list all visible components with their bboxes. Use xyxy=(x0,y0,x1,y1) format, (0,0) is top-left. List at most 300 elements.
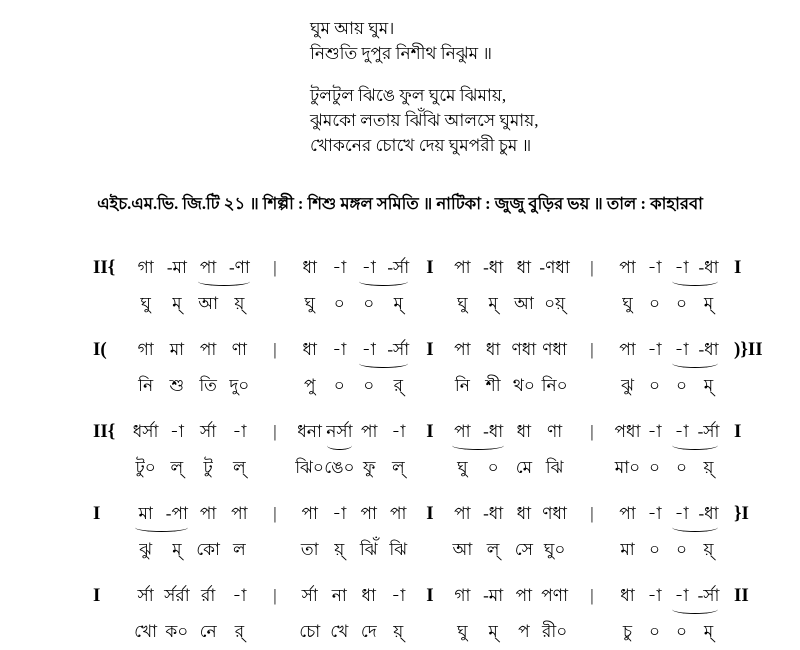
note-cell xyxy=(447,338,478,398)
measure xyxy=(447,256,570,316)
lyric-line: ঘুম আয় ঘুম। xyxy=(310,19,395,38)
note-cell xyxy=(325,338,355,398)
swara-note: -ধা xyxy=(483,422,504,441)
notation-line xyxy=(93,420,793,502)
note-cell xyxy=(224,256,255,316)
note-cell xyxy=(193,338,224,398)
lyric-syllable: আ xyxy=(513,294,534,313)
measure-divider: | xyxy=(590,340,594,359)
lyric-syllable: নে xyxy=(199,622,217,641)
barline-start: I xyxy=(93,503,101,524)
lyric-syllable: ০ xyxy=(648,458,661,477)
measure xyxy=(447,338,570,398)
measure-divider-bold: I xyxy=(426,585,434,606)
lyric-syllable: ঝি xyxy=(389,540,408,559)
measure xyxy=(295,420,413,480)
swara-note: -া xyxy=(232,586,247,605)
measure xyxy=(614,338,722,398)
swara-note: -া xyxy=(647,422,662,441)
measure xyxy=(447,420,570,480)
note-cell xyxy=(295,584,325,644)
swara-note: ধা xyxy=(302,340,317,359)
lyric-syllable: ঘু xyxy=(140,294,151,313)
swara-note: -া xyxy=(674,340,689,359)
note-cell xyxy=(509,420,540,480)
swara-note: -া xyxy=(332,504,347,523)
swara-note: গা xyxy=(454,586,471,605)
lyric-syllable: চো xyxy=(299,622,321,641)
lyric-syllable: ঘু xyxy=(457,458,468,477)
note-cell xyxy=(193,584,224,644)
note-cell xyxy=(668,502,695,562)
lyric-syllable: ঝি xyxy=(545,458,564,477)
note-cell xyxy=(161,584,192,644)
lyric-syllable: ম্ xyxy=(172,540,182,559)
note-cell xyxy=(614,420,641,480)
lyric-syllable: ক০ xyxy=(165,622,189,641)
measure xyxy=(614,584,722,644)
swara-note: -া xyxy=(674,258,689,277)
lyric-syllable: ০ xyxy=(487,458,499,477)
lyric-syllable: খে xyxy=(330,622,349,641)
measure-divider: | xyxy=(273,504,277,523)
swara-note: -া xyxy=(647,340,662,359)
lyric-syllable: ল্ xyxy=(486,540,500,559)
note-cell xyxy=(354,584,384,644)
lyric-syllable: ঘু xyxy=(304,294,315,313)
lyric-syllable: ঘু xyxy=(622,294,633,313)
note-cell xyxy=(325,502,355,562)
barline-end: I xyxy=(734,421,742,442)
barline-end: II xyxy=(734,585,749,606)
slur-arc xyxy=(672,441,717,450)
note-cell xyxy=(539,256,570,316)
lyric-syllable: য়্ xyxy=(234,294,245,313)
lyric-syllable: শু xyxy=(169,376,185,395)
note-cell xyxy=(509,584,540,644)
lyric-syllable: ম্ xyxy=(703,376,714,395)
lyric-syllable: ০ xyxy=(363,294,375,313)
lyric-syllable: নি০ xyxy=(541,376,568,395)
swara-note: পধা xyxy=(614,422,641,441)
swara-note: -া xyxy=(674,504,689,523)
lyric-syllable: প xyxy=(518,622,530,641)
lyric-syllable: মে xyxy=(515,458,533,477)
measure-divider-bold: I xyxy=(426,257,434,278)
note-cell xyxy=(130,256,161,316)
lyric-syllable: খো xyxy=(134,622,158,641)
lyric-syllable: পু xyxy=(303,376,316,395)
measure xyxy=(614,502,722,562)
note-cell xyxy=(384,256,414,316)
notation-line xyxy=(93,584,793,650)
lyric-syllable: য়্ xyxy=(393,622,404,641)
swara-note: র্রা xyxy=(200,586,216,605)
measure-divider-bold: I xyxy=(426,421,434,442)
slur-arc xyxy=(135,523,188,532)
song-lyrics-block xyxy=(310,16,538,158)
notation-line xyxy=(93,256,793,338)
swara-note: -মা xyxy=(166,258,187,277)
measure xyxy=(295,584,413,644)
swara-note: পা xyxy=(199,504,217,523)
swara-note: ধা xyxy=(516,422,532,441)
note-cell xyxy=(161,420,192,480)
note-cell xyxy=(478,338,509,398)
swara-note: পা xyxy=(619,340,636,359)
note-cell xyxy=(695,256,722,316)
swara-note: পণা xyxy=(541,586,568,605)
slur-arc xyxy=(452,441,504,450)
measure xyxy=(295,256,413,316)
notation-block xyxy=(93,256,793,650)
note-cell xyxy=(668,338,695,398)
swara-note: -া xyxy=(674,586,689,605)
swara-note: নর্সা xyxy=(326,422,353,441)
swara-note: ধা xyxy=(485,340,501,359)
slur-arc xyxy=(672,605,717,614)
lyric-syllable: আ xyxy=(198,294,219,313)
note-cell xyxy=(509,256,540,316)
note-cell xyxy=(224,584,255,644)
barline-end: )}II xyxy=(734,339,763,360)
swara-note: -র্সা xyxy=(387,258,410,277)
swara-note: পা xyxy=(360,504,377,523)
swara-note: পা xyxy=(454,258,471,277)
swara-note: পা xyxy=(619,258,636,277)
notation-line xyxy=(93,502,793,584)
note-cell xyxy=(668,256,695,316)
swara-note: পা xyxy=(454,504,471,523)
swara-note: ধা xyxy=(302,258,317,277)
note-cell xyxy=(539,502,570,562)
swara-note: -ণধা xyxy=(539,258,570,277)
note-cell xyxy=(130,338,161,398)
note-cell xyxy=(509,502,540,562)
lyric-syllable: ০ xyxy=(333,376,345,395)
lyric-syllable: ম্ xyxy=(172,294,182,313)
swara-note: পা xyxy=(231,504,248,523)
swara-note: পা xyxy=(390,504,407,523)
lyric-syllable: নি xyxy=(454,376,470,395)
note-cell xyxy=(695,502,722,562)
measure xyxy=(295,338,413,398)
lyric-syllable: দু০ xyxy=(229,376,250,395)
note-cell xyxy=(130,502,161,562)
barline-end: I xyxy=(734,257,742,278)
note-cell xyxy=(641,256,668,316)
swara-note: -া xyxy=(391,586,406,605)
measure-divider: | xyxy=(273,340,277,359)
note-cell xyxy=(384,338,414,398)
lyric-syllable: য়্ xyxy=(703,458,714,477)
lyric-syllable: ম্ xyxy=(488,294,498,313)
measure-divider: | xyxy=(590,422,594,441)
note-cell xyxy=(295,256,325,316)
note-cell xyxy=(324,420,354,480)
lyric-syllable: নি xyxy=(138,376,154,395)
note-cell xyxy=(641,338,668,398)
lyric-syllable: ০ xyxy=(675,622,688,641)
swara-note: গা xyxy=(137,258,154,277)
lyric-syllable: ম্ xyxy=(488,622,498,641)
swara-note: ধনা xyxy=(297,422,322,441)
lyric-syllable: ০ xyxy=(648,622,661,641)
lyric-syllable: দে xyxy=(360,622,377,641)
measure-divider: | xyxy=(590,586,594,605)
note-cell xyxy=(695,338,722,398)
barline-start: II{ xyxy=(93,257,116,278)
lyric-syllable: থ০ xyxy=(512,376,535,395)
swara-note: র্সা xyxy=(301,586,318,605)
swara-note: -া xyxy=(391,422,406,441)
note-cell xyxy=(539,420,570,480)
note-cell xyxy=(224,338,255,398)
swara-note: মা xyxy=(138,504,153,523)
slur-arc xyxy=(327,441,352,450)
note-cell xyxy=(224,502,255,562)
lyric-syllable: ঘু xyxy=(457,294,468,313)
lyric-syllable: ল্ xyxy=(170,458,184,477)
note-cell xyxy=(224,420,255,480)
swara-note: র্সা xyxy=(137,586,154,605)
barline-end: }I xyxy=(734,503,749,524)
measure xyxy=(614,420,722,480)
note-cell xyxy=(193,256,224,316)
lyric-syllable: তা xyxy=(300,540,319,559)
slur-arc xyxy=(359,359,409,368)
lyric-syllable: আ xyxy=(452,540,473,559)
swara-note: র্সর্রা xyxy=(164,586,190,605)
swara-note: -া xyxy=(169,422,184,441)
lyric-syllable: ঝু xyxy=(139,540,153,559)
note-cell xyxy=(354,338,384,398)
swara-note: -ধা xyxy=(483,504,504,523)
swara-note: -া xyxy=(232,422,247,441)
swara-note: পা xyxy=(619,504,636,523)
note-cell xyxy=(447,420,478,480)
swara-note: ণা xyxy=(231,340,247,359)
measure xyxy=(130,338,255,398)
lyric-syllable: ০ xyxy=(675,458,688,477)
swara-note: পা xyxy=(199,258,217,277)
swara-note: -ধা xyxy=(698,258,719,277)
note-cell xyxy=(130,420,161,480)
lyric-syllable: ল্ xyxy=(392,458,405,477)
swara-note: ণধা xyxy=(542,504,567,523)
note-cell xyxy=(295,502,325,562)
note-cell xyxy=(161,502,192,562)
slur-arc xyxy=(672,359,717,368)
swara-note: -ধা xyxy=(483,258,504,277)
lyric-syllable: র্ xyxy=(234,622,245,641)
lyric-syllable: ম্ xyxy=(703,294,714,313)
swara-note: র্সা xyxy=(200,422,217,441)
swara-note: -া xyxy=(332,258,347,277)
measure-divider: | xyxy=(273,422,277,441)
measure xyxy=(130,502,255,562)
lyric-syllable: ঙে০ xyxy=(324,458,355,477)
swara-note: -পা xyxy=(165,504,188,523)
notation-line xyxy=(93,338,793,420)
note-cell xyxy=(539,338,570,398)
swara-note: ধা xyxy=(516,258,532,277)
barline-start: II{ xyxy=(93,421,116,442)
note-cell xyxy=(478,502,509,562)
measure-divider-bold: I xyxy=(426,339,434,360)
swara-note: পা xyxy=(199,340,217,359)
note-cell xyxy=(355,420,384,480)
swara-note: ধর্সা xyxy=(132,422,159,441)
note-cell xyxy=(295,338,325,398)
note-cell xyxy=(193,502,224,562)
lyric-syllable: ০ xyxy=(675,294,688,313)
note-cell xyxy=(161,338,192,398)
lyric-syllable: ০য়্ xyxy=(544,294,566,313)
lyric-syllable: ল xyxy=(233,540,246,559)
measure-divider-bold: I xyxy=(426,503,434,524)
measure-divider: | xyxy=(590,258,594,277)
note-cell xyxy=(614,502,641,562)
note-cell xyxy=(295,420,324,480)
swara-note: ণধা xyxy=(511,340,537,359)
swara-note: -া xyxy=(674,422,689,441)
lyric-syllable: টু০ xyxy=(135,458,156,477)
swara-note: ধা xyxy=(361,586,376,605)
note-cell xyxy=(447,502,478,562)
slur-arc xyxy=(359,277,409,286)
note-cell xyxy=(384,502,414,562)
note-cell xyxy=(478,256,509,316)
lyric-syllable: তি xyxy=(199,376,217,395)
note-cell xyxy=(668,584,695,644)
lyric-line: খোকনের চোখে দেয় ঘুমপরী চুম ॥ xyxy=(310,136,532,155)
note-cell xyxy=(668,420,695,480)
lyric-syllable: ম্ xyxy=(393,294,403,313)
lyric-syllable: ঝু xyxy=(621,376,634,395)
swara-note: -ধা xyxy=(698,504,719,523)
note-cell xyxy=(354,256,384,316)
lyric-syllable: ঘু০ xyxy=(543,540,566,559)
stanza-1 xyxy=(310,16,538,66)
swara-note: -া xyxy=(647,258,662,277)
lyric-syllable: চু xyxy=(622,622,633,641)
measure-divider: | xyxy=(273,586,277,605)
slur-arc xyxy=(672,523,717,532)
lyric-line: ঝুমকো লতায় ঝিঁঝি আলসে ঘুমায়, xyxy=(310,111,539,130)
swara-note: পা xyxy=(360,422,378,441)
lyric-syllable: ০ xyxy=(333,294,345,313)
measure-divider: | xyxy=(273,258,277,277)
measure xyxy=(447,584,570,644)
measure xyxy=(614,256,722,316)
lyric-syllable: ম্ xyxy=(703,622,714,641)
swara-note: ণা xyxy=(547,422,563,441)
lyric-syllable: সে xyxy=(514,540,533,559)
swara-note: -র্সা xyxy=(697,586,720,605)
measure-divider: | xyxy=(590,504,594,523)
lyric-syllable: ফু xyxy=(362,458,376,477)
barline-start: I xyxy=(93,585,101,606)
swara-note: -া xyxy=(361,258,376,277)
lyric-line: নিশুতি দুপুর নিশীথ নিঝুম ॥ xyxy=(310,44,492,63)
swara-note: না xyxy=(331,586,347,605)
lyric-syllable: ০ xyxy=(363,376,375,395)
swara-note: পা xyxy=(301,504,318,523)
lyric-syllable: ল্ xyxy=(233,458,246,477)
note-cell xyxy=(161,256,192,316)
lyric-syllable: ০ xyxy=(675,540,688,559)
song-metadata: এইচ.এম.ভি. জি.টি ২১ ॥ শিল্পী : শিশু মঙ্গল সমিতি ॥ নাটিকা : জুজু বুড়ির ভয় ॥ তাল : কাহারবা xyxy=(97,194,703,213)
swara-note: -া xyxy=(361,340,376,359)
lyric-syllable: ০ xyxy=(648,294,661,313)
note-cell xyxy=(447,584,478,644)
lyric-syllable: কো xyxy=(196,540,220,559)
swara-note: পা xyxy=(515,586,533,605)
lyric-syllable: র্ xyxy=(393,376,403,395)
measure xyxy=(130,420,255,480)
note-cell xyxy=(539,584,570,644)
stanza-2 xyxy=(310,83,538,158)
swara-note: -া xyxy=(647,586,662,605)
measure xyxy=(130,256,255,316)
slur-arc xyxy=(198,277,251,286)
swara-note: -মা xyxy=(483,586,504,605)
note-cell xyxy=(614,338,641,398)
swara-note: -র্সা xyxy=(697,422,720,441)
lyric-syllable: ঝিঁ xyxy=(359,540,378,559)
lyric-syllable: য়্ xyxy=(334,540,345,559)
note-cell xyxy=(384,584,414,644)
note-cell xyxy=(641,584,668,644)
swara-note: ধা xyxy=(516,504,532,523)
note-cell xyxy=(641,502,668,562)
swara-note: গা xyxy=(137,340,154,359)
swara-note: -ণা xyxy=(228,258,250,277)
swara-note: ণধা xyxy=(542,340,567,359)
note-cell xyxy=(325,584,355,644)
lyric-syllable: মা০ xyxy=(614,458,641,477)
note-cell xyxy=(384,420,413,480)
measure xyxy=(130,584,255,644)
lyric-syllable: ঝি০ xyxy=(295,458,324,477)
note-cell xyxy=(130,584,161,644)
swara-note: -া xyxy=(332,340,347,359)
lyric-syllable: রী০ xyxy=(541,622,568,641)
note-cell xyxy=(695,584,722,644)
swara-note: -ধা xyxy=(698,340,719,359)
lyric-syllable: মা xyxy=(620,540,635,559)
swara-note: পা xyxy=(454,422,471,441)
barline-start: I( xyxy=(93,339,107,360)
note-cell xyxy=(478,584,509,644)
note-cell xyxy=(614,584,641,644)
slur-arc xyxy=(672,277,717,286)
swara-note: -া xyxy=(647,504,662,523)
measure xyxy=(447,502,570,562)
lyric-line: টুলটুল ঝিঙে ফুল ঘুমে ঝিমায়, xyxy=(310,86,507,105)
swara-note: -র্সা xyxy=(387,340,410,359)
swara-note: মা xyxy=(169,340,185,359)
lyric-syllable: ০ xyxy=(675,376,688,395)
lyric-syllable: ঘু xyxy=(457,622,468,641)
note-cell xyxy=(447,256,478,316)
lyric-syllable: টু xyxy=(203,458,213,477)
note-cell xyxy=(478,420,509,480)
measure xyxy=(295,502,413,562)
lyric-syllable: ০ xyxy=(648,376,661,395)
note-cell xyxy=(325,256,355,316)
